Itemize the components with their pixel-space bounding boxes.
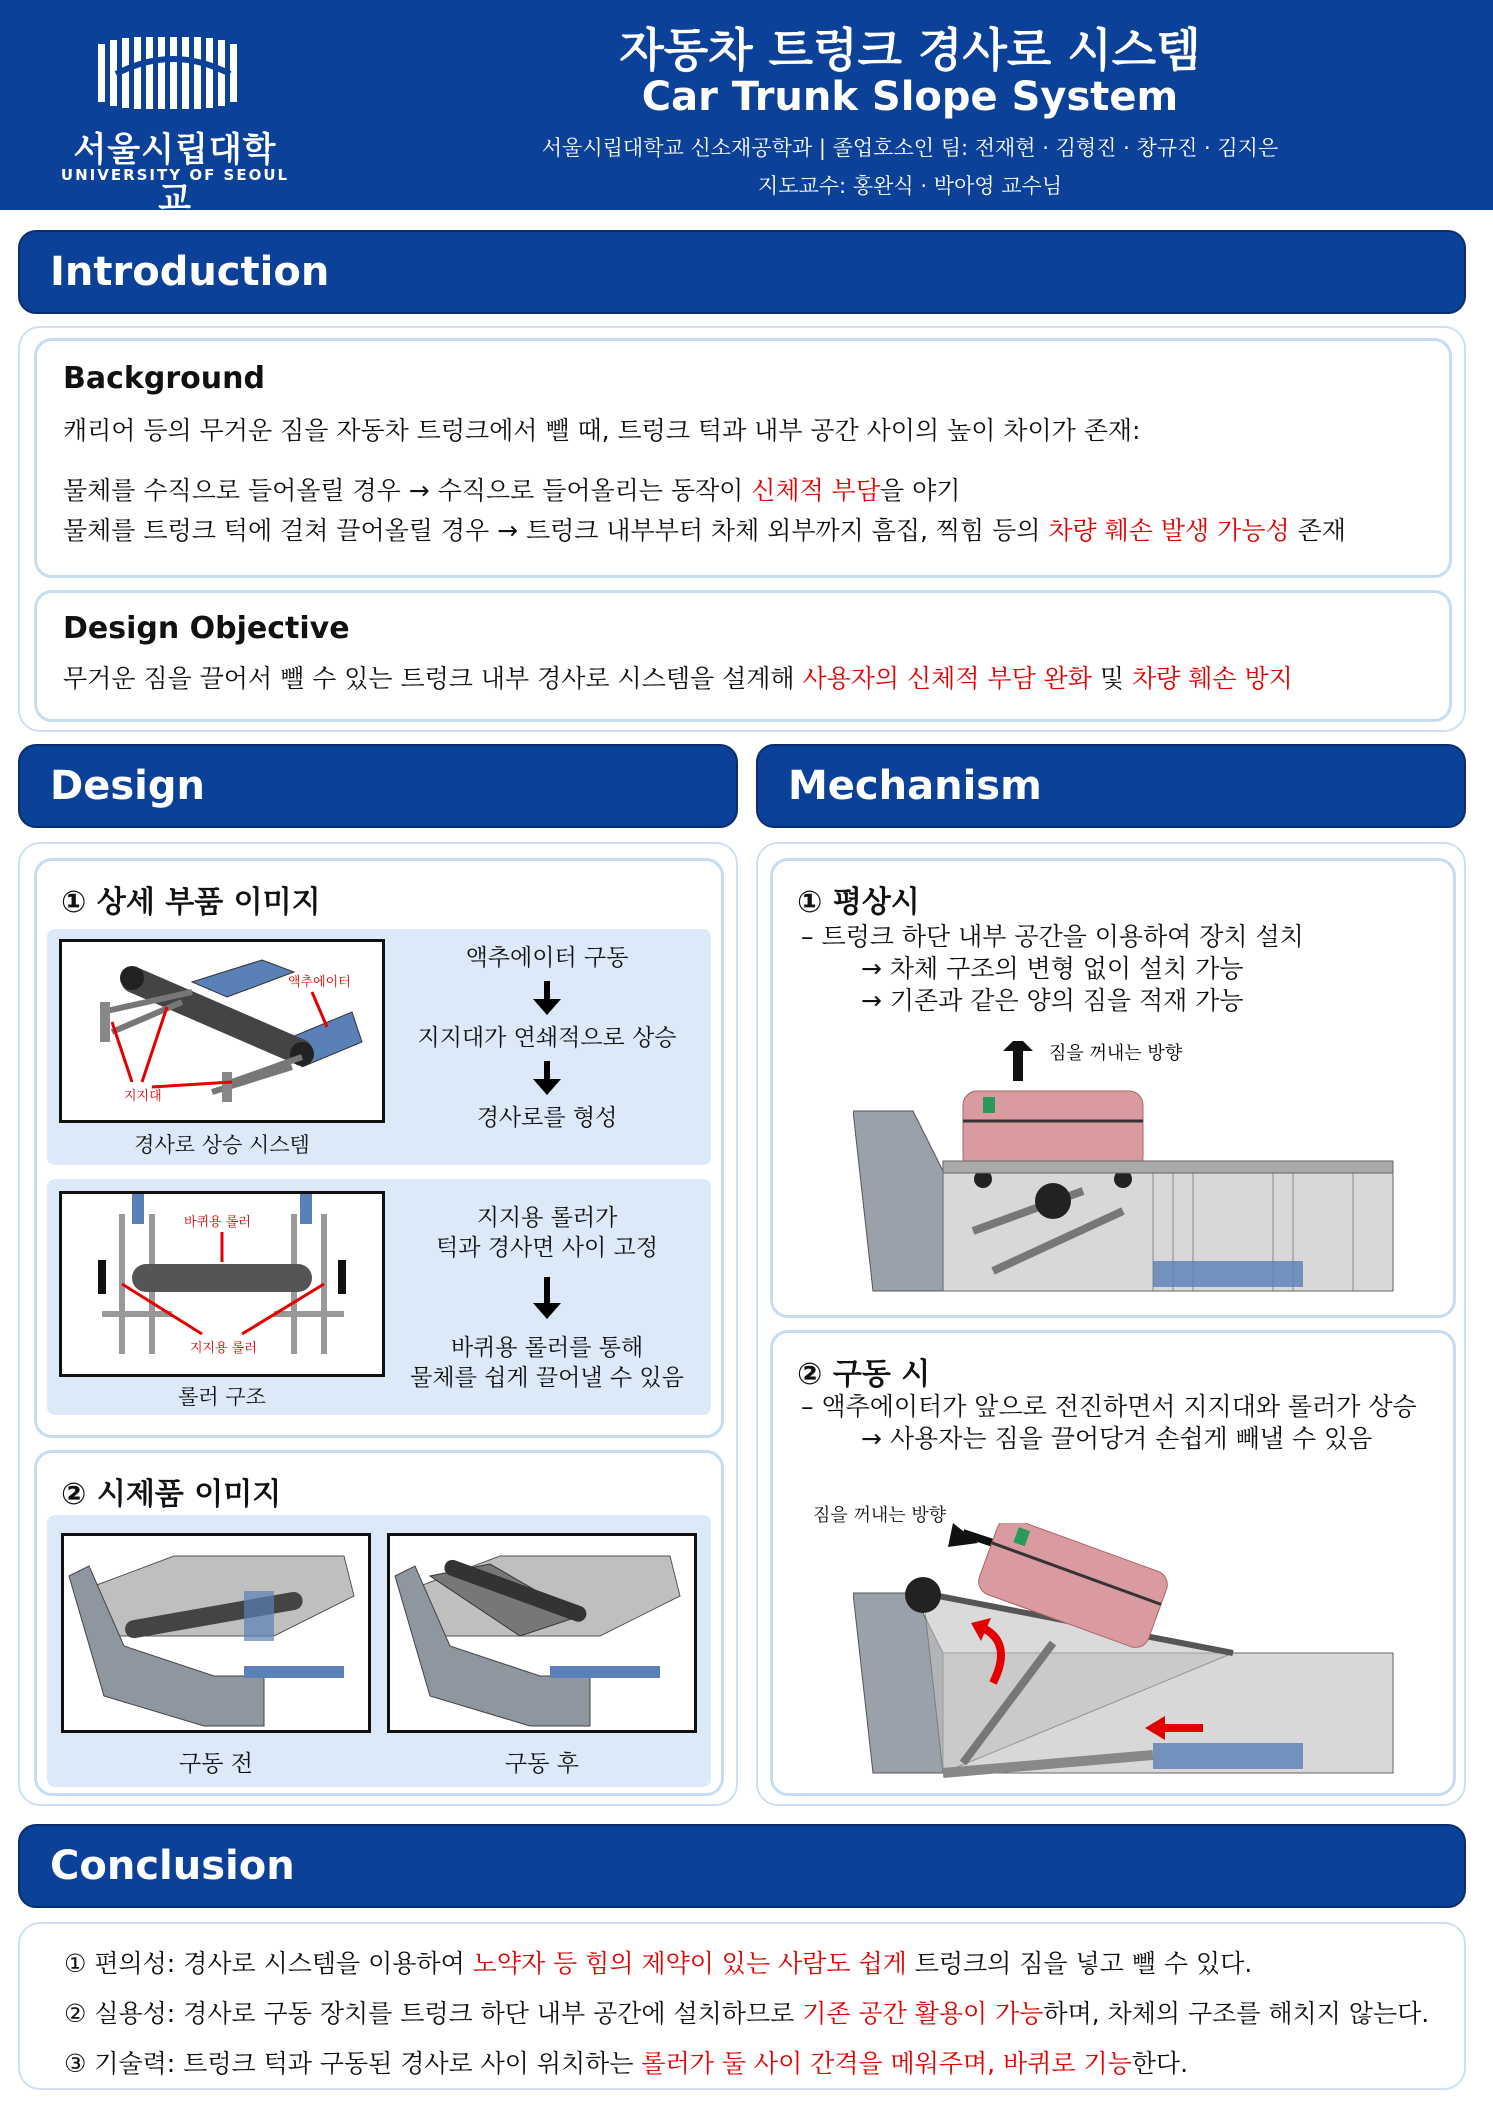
text-span: 존재 [1289,516,1346,545]
section-heading-introduction [18,230,1466,314]
highlight-burden-relief: 사용자의 신체적 부담 완화 [802,664,1092,693]
slope-system-figure [59,939,385,1123]
normal-state-drawing [853,1041,1413,1311]
mechanism-panel [756,842,1466,1806]
detail-parts-box [34,858,724,1438]
background-title: Background [63,361,265,396]
poster-title-en: Car Trunk Slope System [641,74,1179,120]
prototype-box [34,1450,724,1796]
text-span: 을 야기 [879,476,961,505]
text-span: 트렁크의 짐을 넣고 뺄 수 있다. [906,1949,1253,1978]
actuator-label: 액추에이터 [288,975,351,990]
prototype-title: ② 시제품 이미지 [61,1477,282,1512]
normal-line-1: – 트렁크 하단 내부 공간을 이용하여 장치 설치 [801,922,1304,951]
normal-state-box [770,858,1456,1318]
drive-state-drawing [853,1523,1413,1787]
normal-state-title: ① 평상시 [797,885,920,920]
support-label: 지지대 [124,1089,162,1104]
drive-arrow-label: 짐을 꺼내는 방향 [813,1505,947,1526]
flow-chart-1 [397,943,697,1133]
flow2-step-1: 지지용 롤러가 턱과 경사면 사이 고정 [436,1205,658,1261]
text-span: ① 편의성: 경사로 시스템을 이용하여 [64,1949,473,1978]
university-name-ko: 서울시립대학교 [73,130,277,219]
university-name-en: UNIVERSITY OF SEOUL [60,166,290,184]
conclusion-item-2 [64,1994,1429,2030]
text-span: 및 [1091,664,1133,693]
roller-drawing [62,1194,382,1374]
text-span: 물체를 수직으로 들어올릴 경우 → 수직으로 들어올리는 동작이 [63,476,752,505]
university-logo [60,30,290,219]
text-span: 무거운 짐을 끌어서 뺄 수 있는 트렁크 내부 경사로 시스템을 설계해 [63,664,803,693]
detail-parts-title: ① 상세 부품 이미지 [61,885,321,920]
conclusion-heading-text: Conclusion [50,1843,295,1889]
roller-structure-figure [59,1191,385,1377]
drive-line-2: → 사용자는 짐을 끌어당겨 손쉽게 빼낼 수 있음 [861,1424,1373,1453]
conclusion-panel [18,1922,1466,2090]
highlight-span: 롤러가 둘 사이 간격을 메워주며, 바퀴로 기능 [641,2049,1132,2078]
conclusion-item-3 [64,2044,1188,2080]
highlight-damage-prevention: 차량 훼손 방지 [1132,664,1293,693]
prototype-row [47,1515,711,1787]
flow1-step-2: 지지대가 연쇄적으로 상승 [417,1025,677,1051]
team-info: 서울시립대학교 신소재공학과 | 졸업호소인 팀: 전재현 · 김형진 · 창규진 · 김지은 [541,136,1279,160]
background-box [34,338,1452,578]
background-line-1: 캐리어 등의 무거운 짐을 자동차 트렁크에서 뺄 때, 트렁크 턱과 내부 공간 사이의 높이 차이가 존재: [63,416,1141,445]
flow1-step-1: 액추에이터 구동 [465,945,629,971]
wheel-roller-label: 바퀴용 롤러 [184,1215,251,1230]
down-arrow-icon [397,1277,697,1319]
flow-chart-2 [397,1203,697,1393]
highlight-physical-burden: 신체적 부담 [751,476,880,505]
text-span: 하며, 차체의 구조를 해치지 않는다. [1043,1999,1430,2028]
objective-text [63,659,1293,699]
roller-structure-row [47,1179,711,1415]
highlight-span: 노약자 등 힘의 제약이 있는 사람도 쉽게 [472,1949,907,1978]
slope-system-row [47,929,711,1165]
down-arrow-icon [397,1061,697,1095]
poster-title-ko: 자동차 트렁크 경사로 시스템 [619,23,1201,77]
normal-state-desc [801,921,1304,1017]
prototype-before-caption: 구동 전 [179,1751,253,1777]
normal-arrow-label: 짐을 꺼내는 방향 [1049,1043,1183,1064]
support-roller-label: 지지용 롤러 [190,1341,257,1356]
mechanism-heading-text: Mechanism [788,763,1042,809]
down-arrow-icon [397,981,697,1015]
highlight-span: 기존 공간 활용이 가능 [802,1999,1044,2028]
prototype-after-figure [387,1533,697,1733]
introduction-panel [18,326,1466,732]
slope-mechanism-drawing [62,942,382,1120]
highlight-vehicle-damage: 차량 훼손 발생 가능성 [1048,516,1290,545]
objective-box [34,590,1452,722]
header-banner [0,0,1493,219]
background-line-3 [63,511,1346,551]
design-heading-text: Design [50,763,205,809]
introduction-heading-text: Introduction [50,249,330,295]
normal-line-2: → 차체 구조의 변형 없이 설치 가능 [861,954,1244,983]
prototype-after-caption: 구동 후 [505,1751,579,1777]
section-heading-conclusion [18,1824,1466,1908]
section-heading-design [18,744,738,828]
prototype-after-drawing [390,1536,694,1730]
logo-emblem-icon [98,34,248,112]
background-line-2 [63,471,960,511]
roller-structure-caption: 롤러 구조 [178,1385,266,1409]
text-span: 한다. [1131,2049,1189,2078]
slope-system-caption: 경사로 상승 시스템 [134,1133,310,1157]
design-panel [18,842,738,1806]
section-heading-mechanism [756,744,1466,828]
drive-line-1: – 액추에이터가 앞으로 전진하면서 지지대와 롤러가 상승 [801,1392,1417,1421]
prototype-before-figure [61,1533,371,1733]
flow1-step-3: 경사로를 형성 [476,1105,618,1131]
drive-state-box [770,1330,1456,1796]
drive-state-desc [801,1391,1417,1455]
advisor-info: 지도교수: 홍완식 · 박아영 교수님 [757,174,1063,198]
flow2-step-2: 바퀴용 롤러를 통해 물체를 쉽게 끌어낼 수 있음 [410,1335,684,1391]
conclusion-item-1 [64,1944,1252,1980]
drive-state-title: ② 구동 시 [797,1357,931,1392]
normal-line-3: → 기존과 같은 양의 짐을 적재 가능 [861,986,1244,1015]
objective-title: Design Objective [63,611,350,646]
prototype-before-drawing [64,1536,368,1730]
text-span: 물체를 트렁크 턱에 걸쳐 끌어올릴 경우 → 트렁크 내부부터 차체 외부까지 흠집, 찍힘 등의 [63,516,1049,545]
text-span: ② 실용성: 경사로 구동 장치를 트렁크 하단 내부 공간에 설치하므로 [64,1999,803,2028]
text-span: ③ 기술력: 트렁크 턱과 구동된 경사로 사이 위치하는 [64,2049,642,2078]
